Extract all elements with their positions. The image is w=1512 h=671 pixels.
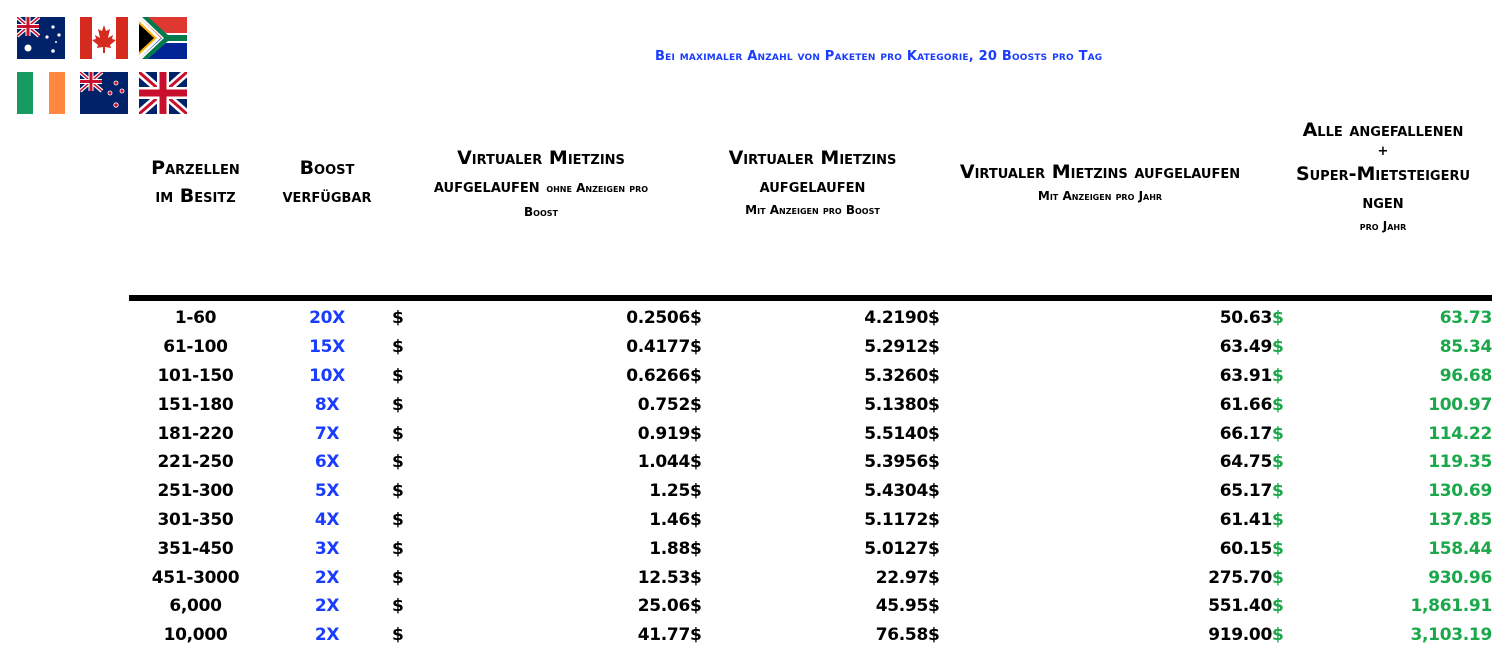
rent-with-ads-cell: 22.97	[875, 567, 928, 588]
boost-cell: 15X	[309, 337, 345, 358]
rent-yearly-cell: 63.49	[1219, 337, 1272, 358]
header-total	[1276, 116, 1490, 236]
total-cell: 930.96	[1428, 567, 1492, 588]
currency-symbol: $	[1272, 538, 1284, 559]
currency-symbol: $	[928, 481, 940, 502]
currency-symbol: $	[1272, 567, 1284, 588]
boost-cell: 2X	[314, 625, 340, 646]
rent-yearly-cell: 64.75	[1219, 452, 1272, 473]
total-cell: 63.73	[1439, 308, 1492, 329]
table-row	[129, 563, 1492, 592]
currency-symbol: $	[690, 337, 702, 358]
currency-symbol: $	[690, 596, 702, 617]
header-rent-with-ads-line1: Virtualer Mietzins	[728, 147, 897, 169]
table-row	[129, 621, 1492, 650]
header-rent-yearly-sub: Mit Anzeigen pro Jahr	[1037, 189, 1163, 203]
header-parcels-line1: Parzellen	[151, 157, 240, 179]
rent-with-ads-cell: 5.1172	[864, 509, 928, 530]
total-cell: 114.22	[1428, 423, 1492, 444]
table-row	[129, 419, 1492, 448]
boost-cell: 10X	[309, 365, 345, 386]
header-rent-yearly	[930, 158, 1270, 206]
parcels-cell: 301-350	[157, 509, 234, 530]
header-rent-no-ads-sub: Boost	[524, 205, 558, 219]
rent-with-ads-cell: 76.58	[875, 625, 928, 646]
rent-yearly-cell: 61.66	[1219, 394, 1272, 415]
rent-yearly-cell: 50.63	[1219, 308, 1272, 329]
table-row	[129, 506, 1492, 535]
header-divider	[129, 295, 1492, 301]
table-row	[129, 390, 1492, 419]
currency-symbol: $	[392, 365, 404, 386]
currency-symbol: $	[392, 481, 404, 502]
total-cell: 85.34	[1439, 337, 1492, 358]
currency-symbol: $	[690, 452, 702, 473]
header-rent-with-ads-sub: Mit Anzeigen pro Boost	[745, 203, 880, 217]
parcels-cell: 221-250	[157, 452, 234, 473]
united-kingdom-flag-icon	[139, 72, 187, 114]
currency-symbol: $	[690, 481, 702, 502]
currency-symbol: $	[392, 567, 404, 588]
rent-no-ads-cell: 12.53	[637, 567, 690, 588]
table-row	[129, 448, 1492, 477]
currency-symbol: $	[392, 308, 404, 329]
rent-yearly-cell: 63.91	[1219, 365, 1272, 386]
currency-symbol: $	[928, 308, 940, 329]
header-boost	[262, 154, 392, 210]
ireland-flag-icon	[17, 72, 65, 114]
currency-symbol: $	[690, 538, 702, 559]
header-parcels	[133, 154, 258, 210]
currency-symbol: $	[1272, 481, 1284, 502]
currency-symbol: $	[392, 452, 404, 473]
currency-symbol: $	[392, 538, 404, 559]
parcels-cell: 351-450	[157, 538, 234, 559]
currency-symbol: $	[690, 308, 702, 329]
currency-symbol: $	[928, 596, 940, 617]
table-row	[129, 534, 1492, 563]
header-rent-with-ads	[690, 144, 935, 220]
header-total-line2: Super-Mietsteigeru	[1295, 163, 1471, 185]
rent-yearly-cell: 66.17	[1219, 423, 1272, 444]
boost-cell: 7X	[314, 423, 340, 444]
currency-symbol: $	[1272, 625, 1284, 646]
rent-with-ads-cell: 5.4304	[864, 481, 928, 502]
currency-symbol: $	[928, 365, 940, 386]
currency-symbol: $	[690, 394, 702, 415]
new-zealand-flag-icon	[80, 72, 128, 114]
rent-with-ads-cell: 5.1380	[864, 394, 928, 415]
header-total-sub: pro Jahr	[1359, 219, 1407, 233]
rent-no-ads-cell: 1.46	[649, 509, 690, 530]
parcels-cell: 151-180	[157, 394, 234, 415]
table-row	[129, 477, 1492, 506]
currency-symbol: $	[1272, 596, 1284, 617]
rent-with-ads-cell: 5.2912	[864, 337, 928, 358]
header-total-plus: +	[1377, 144, 1389, 159]
rent-no-ads-cell: 1.044	[637, 452, 690, 473]
parcels-cell: 181-220	[157, 423, 234, 444]
table-row	[129, 304, 1492, 333]
header-rent-no-ads-inline: ohne Anzeigen pro	[546, 181, 649, 195]
rent-yearly-cell: 60.15	[1219, 538, 1272, 559]
total-cell: 3,103.19	[1410, 625, 1492, 646]
header-total-line3: ngen	[1362, 191, 1404, 213]
currency-symbol: $	[1272, 509, 1284, 530]
table-row	[129, 333, 1492, 362]
table-row	[129, 592, 1492, 621]
rent-yearly-cell: 275.70	[1208, 567, 1272, 588]
header-boost-line1: Boost	[299, 157, 355, 179]
currency-symbol: $	[1272, 365, 1284, 386]
currency-symbol: $	[690, 625, 702, 646]
table-row	[129, 362, 1492, 391]
currency-symbol: $	[690, 509, 702, 530]
header-boost-line2: verfügbar	[282, 185, 372, 207]
currency-symbol: $	[928, 538, 940, 559]
rent-no-ads-cell: 0.4177	[626, 337, 690, 358]
rent-no-ads-cell: 0.2506	[626, 308, 690, 329]
boost-cell: 2X	[314, 596, 340, 617]
total-cell: 100.97	[1428, 394, 1492, 415]
rent-no-ads-cell: 0.919	[637, 423, 690, 444]
rent-no-ads-cell: 1.25	[649, 481, 690, 502]
rent-no-ads-cell: 41.77	[637, 625, 690, 646]
parcels-cell: 6,000	[169, 596, 222, 617]
header-rent-no-ads-line1: Virtualer Mietzins	[457, 147, 625, 169]
rent-no-ads-cell: 0.6266	[626, 365, 690, 386]
currency-symbol: $	[928, 509, 940, 530]
rent-with-ads-cell: 4.2190	[864, 308, 928, 329]
rent-with-ads-cell: 5.3260	[864, 365, 928, 386]
currency-symbol: $	[392, 509, 404, 530]
total-cell: 158.44	[1428, 538, 1492, 559]
parcels-cell: 10,000	[163, 625, 228, 646]
currency-symbol: $	[928, 423, 940, 444]
header-rent-with-ads-line2: aufgelaufen	[759, 175, 866, 197]
header-rent-no-ads	[396, 144, 686, 222]
header-rent-yearly-line1: Virtualer Mietzins aufgelaufen	[959, 161, 1241, 183]
currency-symbol: $	[928, 337, 940, 358]
boost-cell: 8X	[314, 394, 340, 415]
currency-symbol: $	[1272, 423, 1284, 444]
currency-symbol: $	[392, 337, 404, 358]
rent-yearly-cell: 65.17	[1219, 481, 1272, 502]
boost-cell: 2X	[314, 567, 340, 588]
parcels-cell: 1-60	[174, 308, 217, 329]
rent-no-ads-cell: 25.06	[637, 596, 690, 617]
total-cell: 137.85	[1428, 509, 1492, 530]
parcels-cell: 451-3000	[151, 567, 240, 588]
header-parcels-line2: im Besitz	[155, 185, 236, 207]
currency-symbol: $	[392, 625, 404, 646]
total-cell: 130.69	[1428, 481, 1492, 502]
total-cell: 96.68	[1439, 365, 1492, 386]
table-body	[129, 304, 1492, 650]
canada-flag-icon	[80, 17, 128, 59]
total-cell: 119.35	[1428, 452, 1492, 473]
rent-no-ads-cell: 0.752	[637, 394, 690, 415]
total-cell: 1,861.91	[1410, 596, 1492, 617]
australia-flag-icon	[17, 17, 65, 59]
rent-with-ads-cell: 5.3956	[864, 452, 928, 473]
boost-cell: 4X	[314, 509, 340, 530]
currency-symbol: $	[392, 394, 404, 415]
currency-symbol: $	[1272, 452, 1284, 473]
rent-table	[129, 304, 1492, 650]
currency-symbol: $	[1272, 337, 1284, 358]
rent-no-ads-cell: 1.88	[649, 538, 690, 559]
currency-symbol: $	[928, 452, 940, 473]
currency-symbol: $	[1272, 394, 1284, 415]
parcels-cell: 101-150	[157, 365, 234, 386]
rent-yearly-cell: 61.41	[1219, 509, 1272, 530]
currency-symbol: $	[928, 394, 940, 415]
currency-symbol: $	[928, 567, 940, 588]
currency-symbol: $	[690, 567, 702, 588]
header-rent-no-ads-line2: aufgelaufen	[433, 175, 540, 197]
currency-symbol: $	[1272, 308, 1284, 329]
parcels-cell: 61-100	[163, 337, 228, 358]
currency-symbol: $	[690, 423, 702, 444]
header-total-line1: Alle angefallenen	[1302, 119, 1464, 141]
rent-with-ads-cell: 5.0127	[864, 538, 928, 559]
boost-cell: 6X	[314, 452, 340, 473]
parcels-cell: 251-300	[157, 481, 234, 502]
currency-symbol: $	[392, 596, 404, 617]
currency-symbol: $	[392, 423, 404, 444]
page-subtitle: Bei maximaler Anzahl von Paketen pro Kategorie, 20 Boosts pro Tag	[655, 49, 1103, 64]
rent-yearly-cell: 551.40	[1208, 596, 1272, 617]
rent-yearly-cell: 919.00	[1208, 625, 1272, 646]
boost-cell: 20X	[309, 308, 345, 329]
currency-symbol: $	[928, 625, 940, 646]
south-africa-flag-icon	[139, 17, 187, 59]
boost-cell: 3X	[314, 538, 340, 559]
rent-with-ads-cell: 45.95	[875, 596, 928, 617]
rent-with-ads-cell: 5.5140	[864, 423, 928, 444]
boost-cell: 5X	[314, 481, 340, 502]
currency-symbol: $	[690, 365, 702, 386]
